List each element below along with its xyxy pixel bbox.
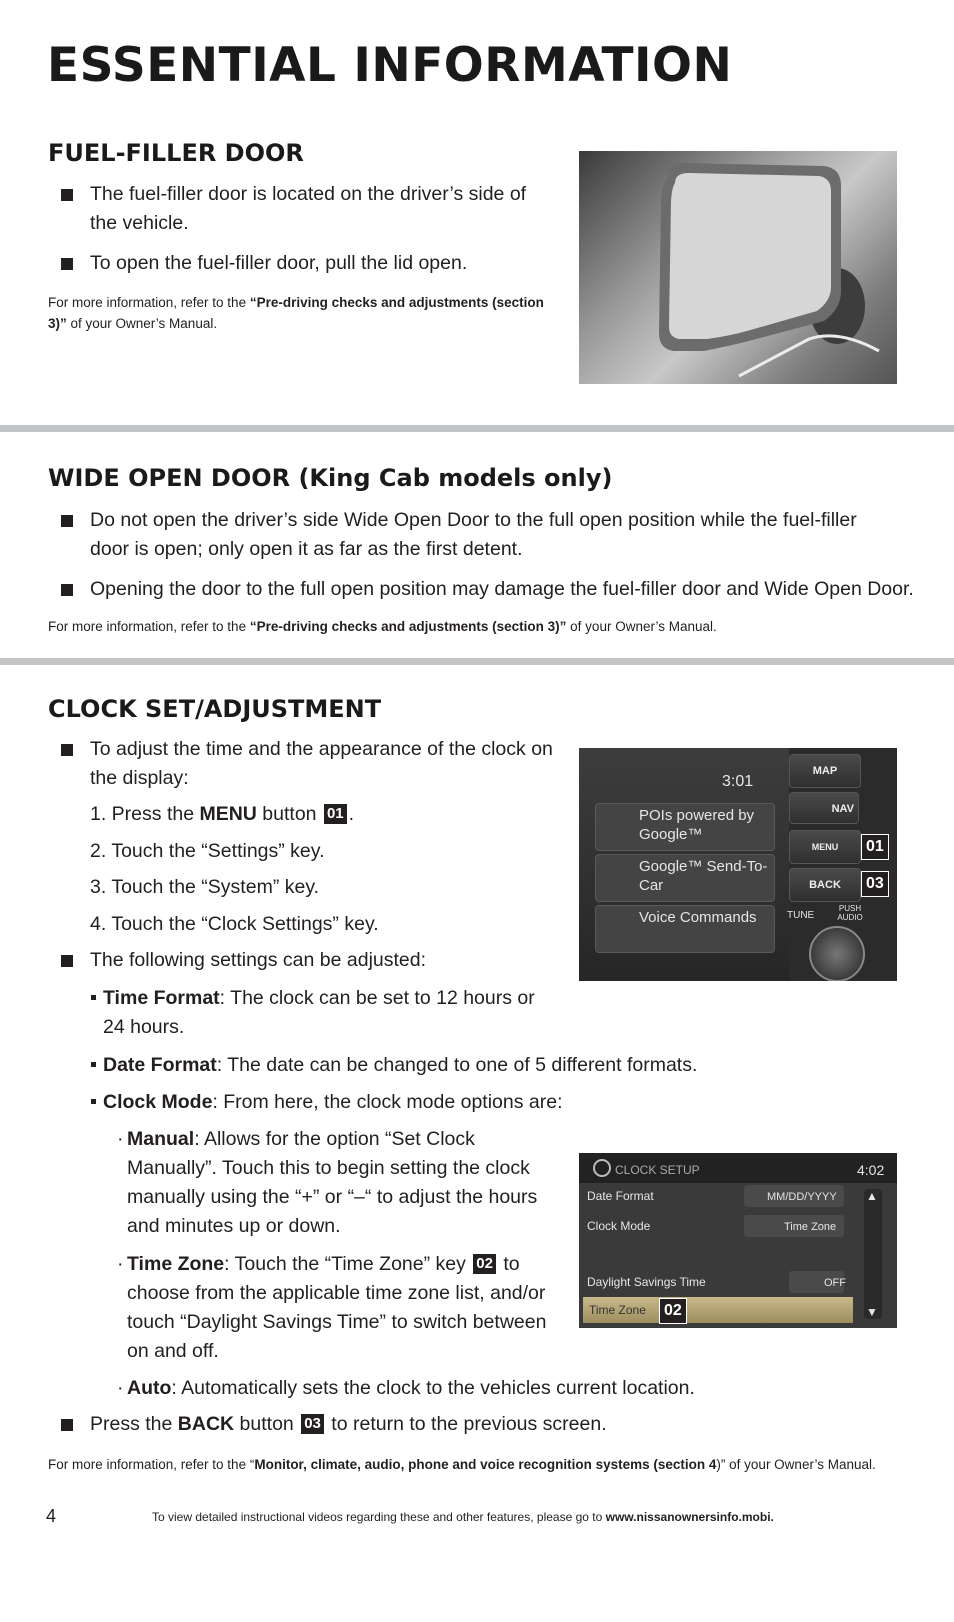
clock-setup-screen-photo <box>579 1153 897 1328</box>
auto-option: · Auto: Automatically sets the clock to the vehicles current location. <box>117 1377 695 1399</box>
scroll-up-icon: ▲ <box>866 1189 878 1203</box>
fuel-bullet-1: The fuel-filler door is located on the driver’s side of the vehicle. <box>90 180 530 238</box>
callout-badge-02: 02 <box>473 1254 496 1274</box>
clock-settings-bullet: The following settings can be adjusted: <box>90 946 550 975</box>
section-heading-wide-open-door: WIDE OPEN DOOR (King Cab models only) <box>48 464 613 492</box>
screen2-callout-02: 02 <box>659 1298 687 1324</box>
screen2-date-format-value: MM/DD/YYYY <box>767 1191 837 1203</box>
tune-knob <box>809 926 865 981</box>
time-format-item: Time Format: The clock can be set to 12 hours or 24 hours. <box>103 984 553 1042</box>
screen1-back-button: BACK <box>789 868 861 902</box>
screen1-item-pois: POIs powered by Google™ <box>639 807 755 843</box>
clock-reference-note: For more information, refer to the “Monitor, climate, audio, phone and voice recognition systems (section 4)” of your Owner’s Manual. <box>48 1457 876 1472</box>
screen2-row-clock-mode: Clock Mode <box>587 1219 651 1233</box>
fuel-door-illustration <box>579 151 897 384</box>
page-number: 4 <box>46 1506 57 1526</box>
screen1-item-send-to-car: Google™ Send-To-Car <box>639 858 768 894</box>
fuel-reference-note: For more information, refer to the “Pre-driving checks and adjustments (section 3)” of your Owner’s Manual. <box>48 295 544 331</box>
fuel-bullet-2: To open the fuel-filler door, pull the lid open. <box>90 249 550 278</box>
screen1-tune-label: TUNE <box>787 910 815 921</box>
clock-step-1: 1. Press the MENU button 01 . <box>90 803 355 825</box>
clock-step-3: 3. Touch the “System” key. <box>90 876 320 898</box>
callout-badge-01: 01 <box>324 804 347 824</box>
screen2-clock-mode-value: Time Zone <box>784 1221 837 1233</box>
clock-step-2: 2. Touch the “Settings” key. <box>90 840 325 862</box>
scroll-down-icon: ▼ <box>866 1305 878 1319</box>
section-heading-clock-set: CLOCK SET/ADJUSTMENT <box>48 695 382 723</box>
wod-bullet-1: Do not open the driver’s side Wide Open Door to the full open position while the fuel-filler door is open; only open it as far as the first detent. <box>90 506 900 564</box>
clock-intro-bullet: To adjust the time and the appearance of the clock on the display: <box>90 735 560 793</box>
section-divider <box>0 425 954 432</box>
screen1-map-button: MAP <box>789 754 861 788</box>
wod-bullet-2: Opening the door to the full open position may damage the fuel-filler door and Wide Open Door. <box>90 575 920 604</box>
clock-mode-item: Clock Mode: From here, the clock mode options are: <box>103 1088 863 1117</box>
back-button-bullet: Press the BACK button 03 to return to the previous screen. <box>90 1410 850 1439</box>
screen2-scrollbar <box>864 1189 882 1319</box>
screen1-callout-03: 03 <box>861 871 889 897</box>
date-format-item: Date Format: The date can be changed to one of 5 different formats. <box>103 1051 863 1080</box>
screen1-nav-button: NAV <box>789 792 859 824</box>
screen1-clock: 3:01 <box>722 773 754 790</box>
screen1-push-audio-label: PUSH AUDIO <box>837 904 863 922</box>
section-heading-fuel-filler-door: FUEL-FILLER DOOR <box>48 139 304 167</box>
head-unit-menu-photo <box>579 748 897 981</box>
screen2-row-time-zone: Time Zone <box>589 1303 646 1317</box>
screen2-dst-value: OFF <box>824 1277 846 1289</box>
screen1-menu-button: MENU <box>789 830 861 864</box>
wod-reference-note: For more information, refer to the “Pre-driving checks and adjustments (section 3)” of your Owner’s Manual. <box>48 619 717 634</box>
footer-url: www.nissanownersinfo.mobi. <box>605 1510 774 1524</box>
screen1-item-voice: Voice Commands <box>639 909 757 926</box>
manual-option: · Manual: Allows for the option “Set Clock Manually”. Touch this to begin setting the clock manually using the “+” or “–“ to adjust the hours and minutes up or down. <box>117 1128 538 1237</box>
settings-circle-icon <box>593 1159 611 1177</box>
screen2-row-date-format: Date Format <box>587 1189 654 1203</box>
page-title: ESSENTIAL INFORMATION <box>47 38 733 93</box>
footer-note: To view detailed instructional videos regarding these and other features, please go to www.nissanownersinfo.mobi. <box>152 1510 774 1524</box>
screen2-clock: 4:02 <box>857 1162 885 1178</box>
screen2-row-dst: Daylight Savings Time <box>587 1275 706 1289</box>
time-zone-option: · Time Zone: Touch the “Time Zone” key 02 to choose from the applicable time zone list, and/or touch “Daylight Savings Time” to switch between on and off. <box>117 1253 547 1362</box>
screen2-title: CLOCK SETUP <box>615 1163 700 1177</box>
screen1-callout-01: 01 <box>861 834 889 860</box>
section-divider <box>0 658 954 665</box>
clock-step-4: 4. Touch the “Clock Settings” key. <box>90 913 379 935</box>
fuel-filler-door-photo <box>579 151 897 384</box>
callout-badge-03: 03 <box>301 1414 324 1434</box>
